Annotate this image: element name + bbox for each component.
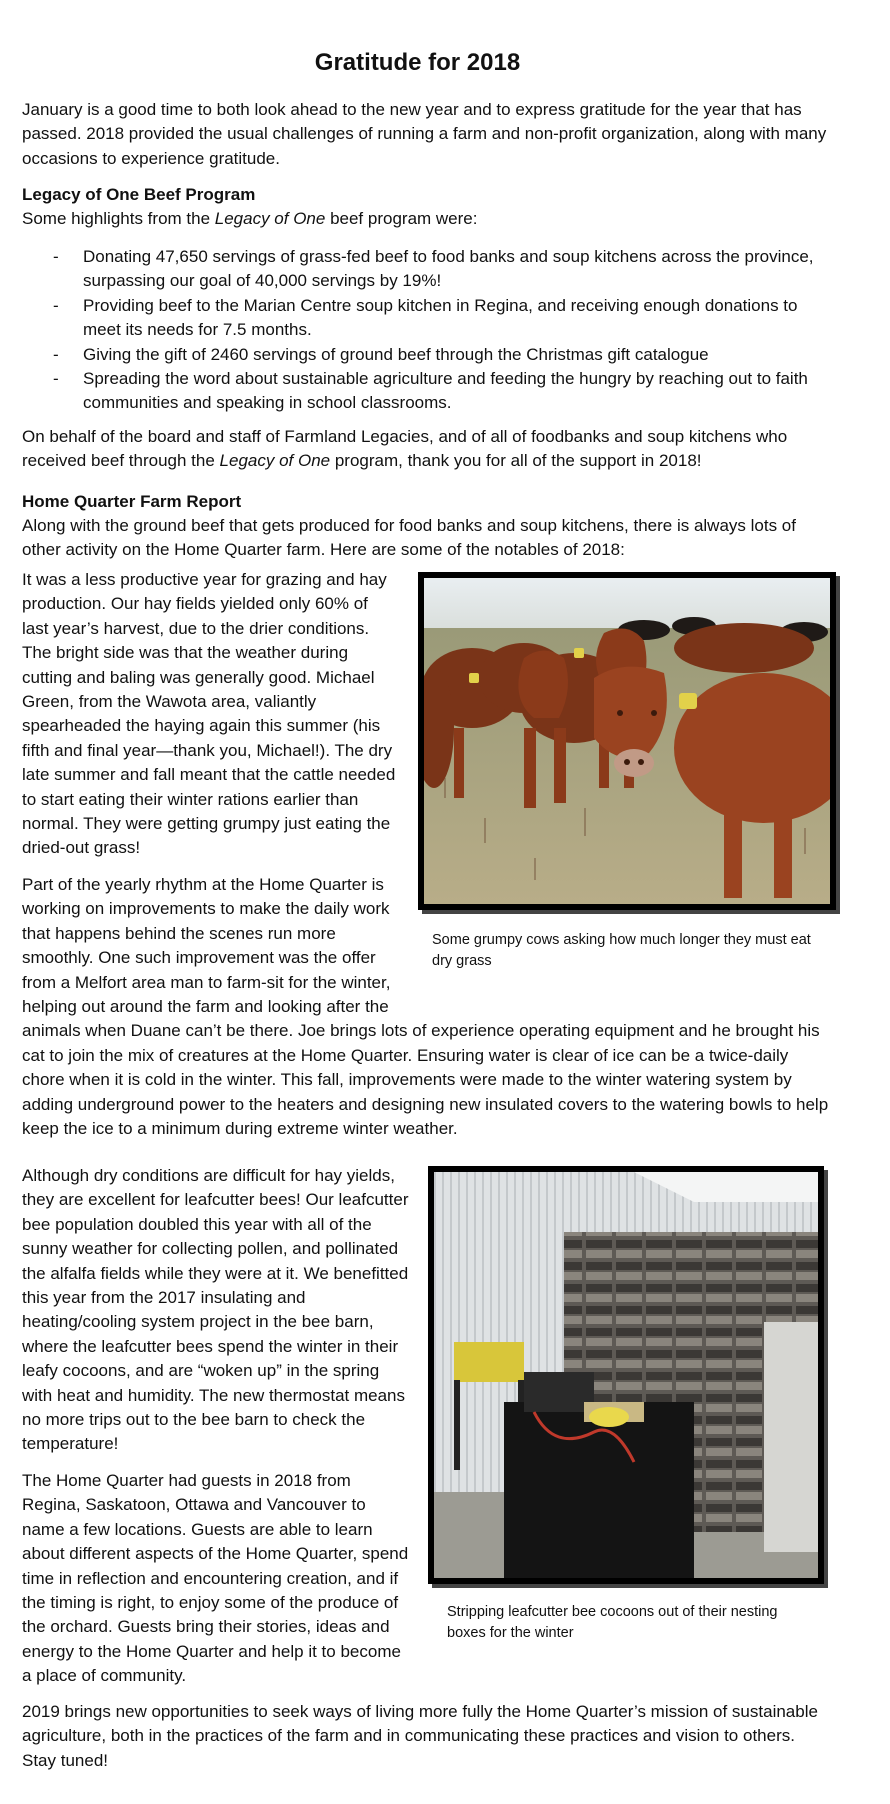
list-item-text: Providing beef to the Marian Centre soup kitchen in Regina, and receiving enough donations to meet its needs for 7.5 months. [83,295,798,340]
page-title: Gratitude for 2018 [314,49,521,76]
grazing-paragraph: It was a less productive year for grazing and hay production. Our hay fields yielded only 60% of last year’s harvest, due to the drier conditions. The bright side was that the weather during cutting and baling was generally good. Michael Green, from the Wawota area, valiantly spearheaded the haying again this summer (his fifth and final year—thank you, Michael!). The dry late summer and fall meant that the cattle needed to start eating their winter rations earlier than normal. They were getting grumpy just eating the dried-out grass! [22,570,396,858]
list-item [22,294,832,343]
farm-report-heading: Home Quarter Farm Report [22,492,242,511]
bee-barn-photo-image [434,1172,818,1578]
list-item [22,367,832,416]
list-item [22,245,832,294]
legacy-intro-post: beef program were: [325,209,478,228]
bullet-dash: - [53,369,59,389]
intro-paragraph: January is a good time to both look ahead to the new year and to express gratitude for the year that has passed. 2018 provided the usual challenges of running a farm and non-profit organization, along with many occasions to experience gratitude. [22,100,827,168]
legacy-intro [22,207,832,231]
list-item [22,343,832,367]
bullet-dash: - [53,295,59,315]
bullet-dash: - [53,344,59,364]
legacy-highlights-list [22,245,832,416]
thanks-italic: Legacy of One [219,451,331,471]
legacy-heading: Legacy of One Beef Program [22,185,256,204]
legacy-intro-pre: Some highlights from the [22,209,215,228]
legacy-thanks-paragraph [22,425,832,474]
improvements-paragraph: Part of the yearly rhythm at the Home Quarter is working on improvements to make the daily work that happens behind the scenes run more smoothly. One such improvement was the offer from a Melfort area man to farm-sit for the winter, helping out around the farm and looking after the animals when Duane can’t be there. Joe brings lots of experience operating equipment and he brought his cat to join the mix of creatures at the Home Quarter. Ensuring water is clear of ice can be a twice-daily chore when it is cold in the winter. This fall, improvements were made to the winter watering system by adding underground power to the heaters and designing new insulated covers to the watering bowls to help keep the ice to a minimum during extreme winter weather. [22,874,829,1138]
photo-float-spacer [396,568,834,998]
leafcutter-bees-paragraph: Although dry conditions are difficult for hay yields, they are excellent for leafcutter bees! Our leafcutter bee population doubled this year with all of the sunny weather for collecting pollen, and pollinated the alfalfa fields while they were at it. We benefitted this year from the 2017 insulating and heating/cooling system project in the bee barn, where the leafcutter bees spend the winter in their leafy cocoons, and are “woken up” in the spring with heat and humidity. The new thermostat means no more trips out to the bee barn to check the temperature! [22,1166,409,1454]
farm-intro: Along with the ground beef that gets produced for food banks and soup kitchens, there is always lots of other activity on the Home Quarter farm. Here are some of the notables of 2018: [22,516,796,560]
farm-report-text [22,568,834,1141]
guests-paragraph: The Home Quarter had guests in 2018 from Regina, Saskatoon, Ottawa and Vancouver to name a few locations. Guests are able to learn about different aspects of the Home Quarter, spend time in reflection and encountering creation, and if the timing is right, to enjoy some of the produce of the orchard. Guests bring their stories, ideas and energy to the Home Quarter and help it to become a place of community. [22,1470,409,1686]
list-item-text: Giving the gift of 2460 servings of ground beef through the Christmas gift catalogue [83,344,709,364]
thanks-post: program, thank you for all of the support in 2018! [330,451,702,471]
list-item-text: Donating 47,650 servings of grass-fed beef to food banks and soup kitchens across the province, surpassing our goal of 40,000 servings by 19%! [83,247,814,291]
bullet-dash: - [53,247,59,266]
thanks-pre: On behalf of the board and staff of Farmland Legacies, and of all of foodbanks and soup kitchens who received beef through the [22,427,788,471]
list-item-text: Spreading the word about sustainable agriculture and feeding the hungry by reaching out to faith communities and speaking in school classrooms. [83,369,808,413]
legacy-intro-italic: Legacy of One [214,209,326,228]
bee-text [22,1164,412,1689]
cows-photo-caption: Some grumpy cows asking how much longer they must eat dry grass [432,932,811,969]
bee-barn-photo [428,1166,824,1584]
bee-barn-photo-caption: Stripping leafcutter bee cocoons out of their nesting boxes for the winter [447,1604,778,1641]
closing-paragraph: 2019 brings new opportunities to seek ways of living more fully the Home Quarter’s mission of sustainable agriculture, both in the practices of the farm and in communicating these practices and vision to others. Stay tuned! [22,1702,818,1770]
